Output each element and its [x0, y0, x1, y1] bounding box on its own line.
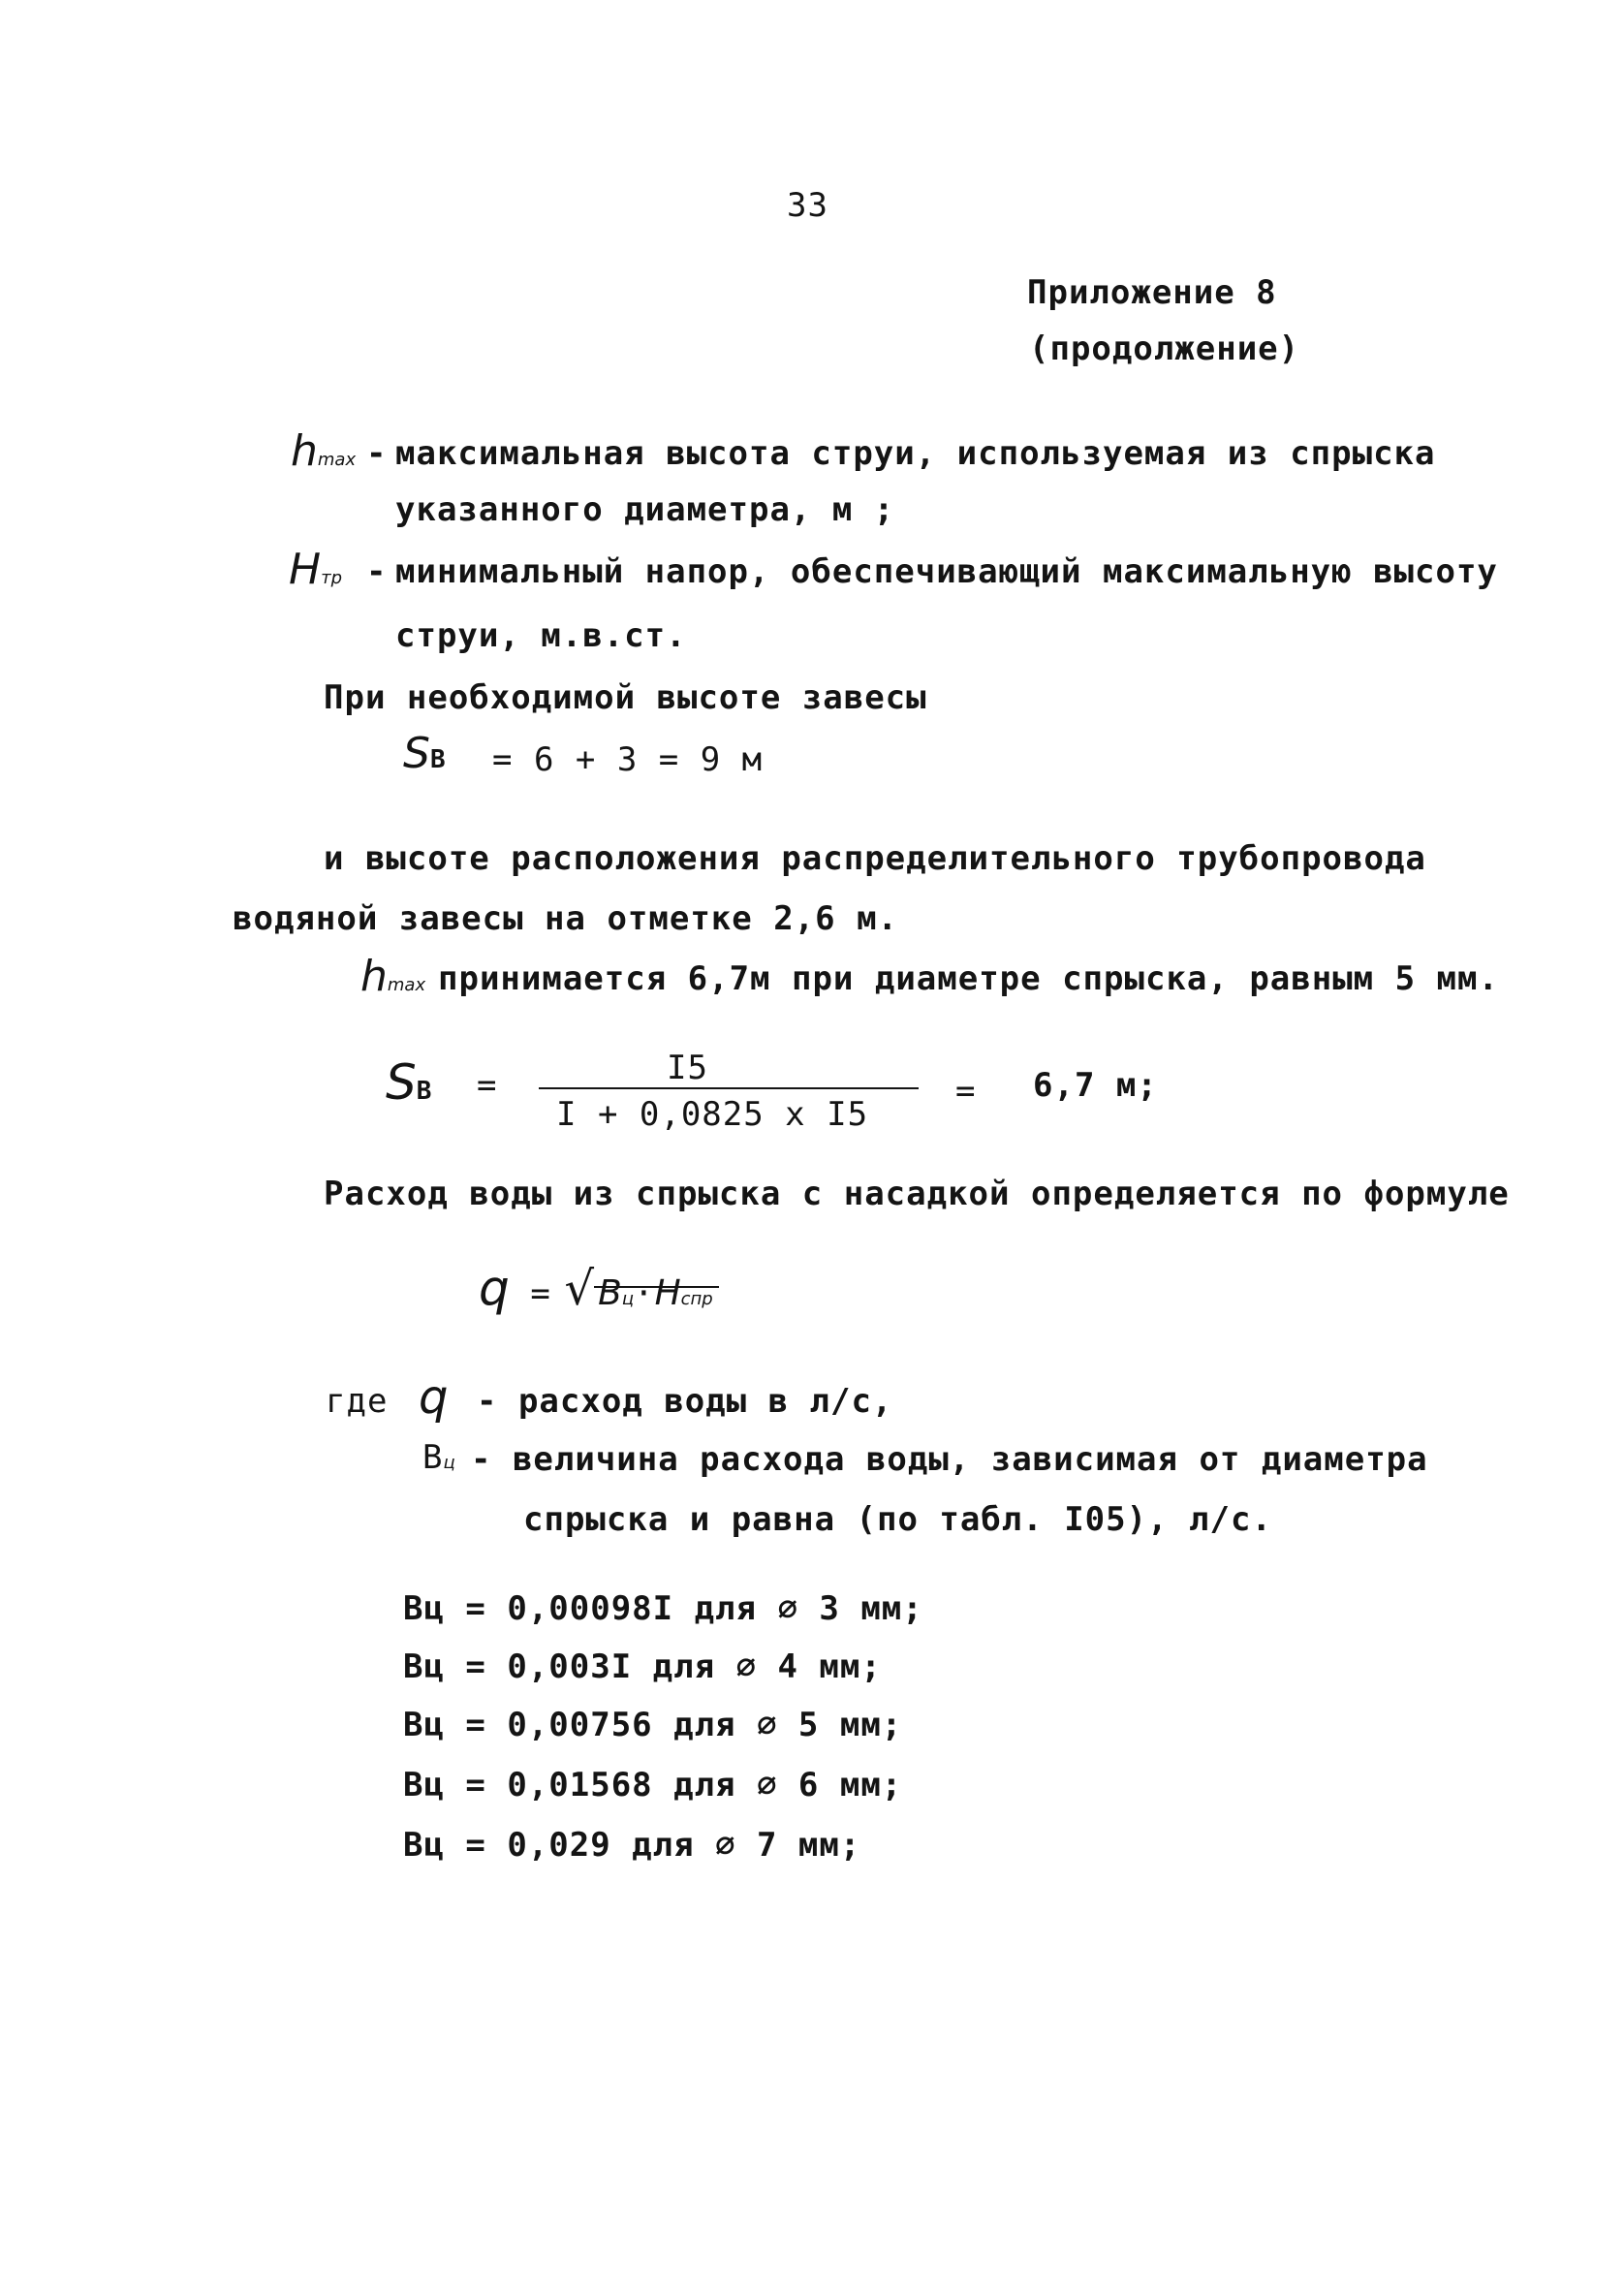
formula-q-eq: =: [530, 1274, 551, 1313]
definition-hmax-line1: максимальная высота струи, используемая из спрыска: [395, 434, 1436, 473]
definition-htr-line1: минимальный напор, обеспечивающий максимальную высоту: [395, 552, 1498, 591]
definition-htr-dash: -: [366, 552, 388, 591]
where-b-sub: ц: [443, 1453, 455, 1473]
formula-sb-frac-eq: =: [477, 1066, 498, 1105]
formula-sb-frac-eq2: =: [955, 1072, 977, 1111]
coefficient-row: Вц = 0,029 для ∅ 7 мм;: [403, 1826, 861, 1865]
page-number: 33: [787, 186, 828, 225]
formula-sb-sum-rhs: = 6 + 3 = 9 м: [492, 740, 764, 779]
para-location-line1: и высоте расположения распределительного трубопровода: [324, 839, 1426, 878]
formula-q-h: H: [654, 1273, 681, 1313]
formula-sb-frac-lhs: [386, 1054, 432, 1111]
hmax-line-h: h: [360, 952, 388, 1001]
where-label: где: [326, 1382, 389, 1421]
hmax-line-text: принимается 6,7м при диаметре спрыска, равным 5 мм.: [438, 959, 1499, 998]
para-flow: Расход воды из спрыска с насадкой определяется по формуле: [324, 1175, 1510, 1213]
where-b: В: [422, 1438, 444, 1477]
formula-sb-frac-bar: [539, 1087, 919, 1089]
coefficient-row: Вц = 0,00098I для ∅ 3 мм;: [403, 1589, 923, 1628]
where-q-symbol: q: [419, 1370, 449, 1425]
coefficient-row: Вц = 0,00756 для ∅ 5 мм;: [403, 1706, 903, 1744]
symbol-H-sub: тр: [321, 568, 343, 588]
definition-hmax: [291, 426, 356, 476]
formula-sb-frac-denominator: I + 0,0825 x I5: [556, 1095, 869, 1134]
formula-q-radical: √: [564, 1262, 595, 1316]
hmax-line-h-sub: max: [387, 975, 426, 995]
coefficient-row: Вц = 0,01568 для ∅ 6 мм;: [403, 1766, 903, 1804]
coefficient-row: Вц = 0,003I для ∅ 4 мм;: [403, 1647, 882, 1686]
symbol-h: h: [291, 426, 318, 476]
formula-q-h-sub: спр: [680, 1289, 713, 1309]
formula-sb-sum: [403, 729, 447, 778]
formula-sb-frac-result: 6,7 м;: [1033, 1066, 1158, 1105]
formula-q-b-sub: ц: [621, 1289, 635, 1309]
hmax-line-symbol: [360, 952, 425, 1001]
where-b-line1: - величина расхода воды, зависимая от диаметра: [471, 1440, 1428, 1479]
definition-htr: [289, 545, 342, 594]
formula-sb-frac-s: S: [386, 1054, 417, 1111]
appendix-title: Приложение 8: [1027, 273, 1277, 312]
para-location-line2: водяной завесы на отметке 2,6 м.: [233, 899, 899, 938]
formula-sb-sum-lhs-sub: В: [429, 745, 447, 774]
formula-q: [479, 1260, 719, 1316]
formula-sb-sum-lhs: S: [403, 729, 430, 778]
formula-q-lhs: q: [479, 1260, 510, 1316]
para-required-height: При необходимой высоте завесы: [324, 678, 927, 717]
definition-htr-line2: струи, м.в.ст.: [395, 616, 687, 655]
symbol-h-sub: max: [317, 450, 357, 470]
formula-q-dot: ·: [634, 1274, 655, 1313]
where-b-symbol: [422, 1438, 455, 1477]
appendix-subtitle: (продолжение): [1029, 329, 1300, 368]
where-q-text: - расход воды в л/с,: [477, 1382, 893, 1421]
symbol-H: H: [289, 545, 322, 594]
formula-sb-frac-numerator: I5: [667, 1049, 708, 1087]
where-b-line2: спрыска и равна (по табл. I05), л/с.: [523, 1500, 1272, 1539]
definition-hmax-line2: указанного диаметра, м ;: [395, 490, 895, 529]
formula-q-radicand: [594, 1273, 719, 1313]
definition-hmax-dash: -: [366, 434, 388, 473]
formula-sb-frac-s-sub: В: [416, 1077, 433, 1106]
formula-q-b: B: [598, 1273, 622, 1313]
